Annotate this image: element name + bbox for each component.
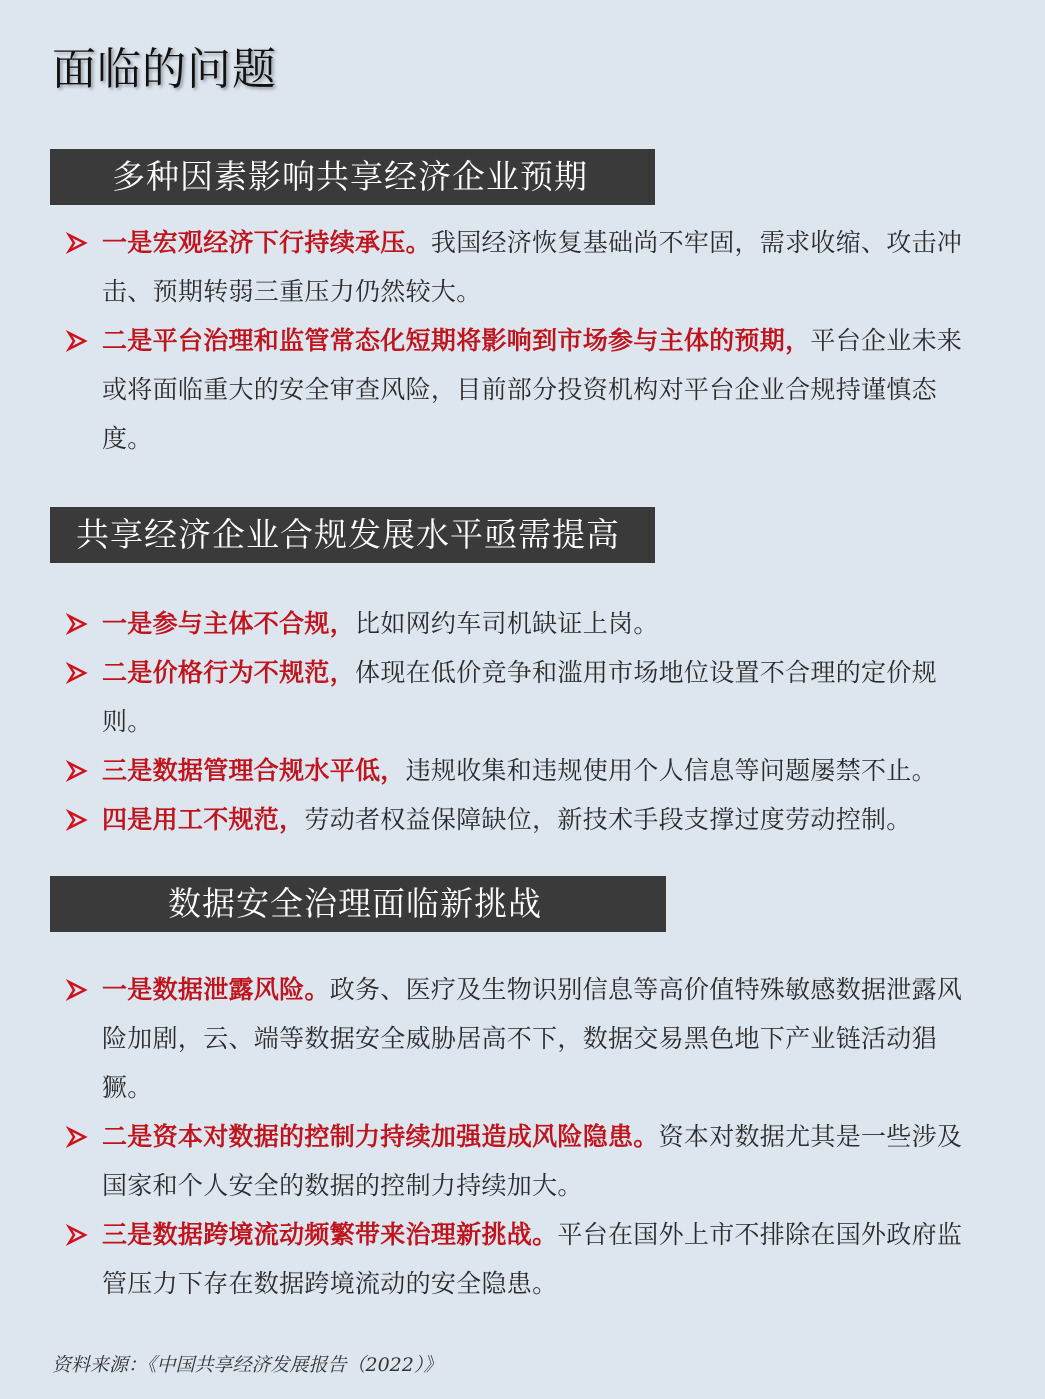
list-item — [0, 648, 970, 746]
arrow-bullet-icon — [66, 1224, 88, 1246]
section-heading: 多种因素影响共享经济企业预期 — [50, 149, 655, 205]
item-lead: 二是资本对数据的控制力持续加强造成风险隐患。 — [102, 1122, 659, 1151]
item-lead: 一是数据泄露风险。 — [102, 975, 330, 1004]
arrow-bullet-icon — [66, 662, 88, 684]
item-lead: 四是用工不规范， — [102, 805, 305, 834]
item-lead: 三是数据跨境流动频繁带来治理新挑战。 — [102, 1220, 558, 1249]
source-citation: 资料来源：《中国共享经济发展报告（2022）》 — [52, 1354, 443, 1376]
arrow-bullet-icon — [66, 809, 88, 831]
list-item — [0, 795, 970, 844]
arrow-bullet-icon — [66, 1126, 88, 1148]
item-text: 平台在国外上市不排除在国外政府监管压力下存在数据跨境流动的安全隐患。 — [102, 1220, 963, 1298]
item-lead: 三是数据管理合规水平低， — [102, 756, 406, 785]
list-item — [0, 746, 1002, 795]
arrow-bullet-icon — [66, 613, 88, 635]
item-list — [0, 599, 1002, 844]
arrow-bullet-icon — [66, 232, 88, 254]
list-item — [0, 599, 970, 648]
list-item — [0, 316, 970, 463]
item-text: 资本对数据尤其是一些涉及国家和个人安全的数据的控制力持续加大。 — [102, 1122, 963, 1200]
item-lead: 二是平台治理和监管常态化短期将影响到市场参与主体的预期， — [102, 326, 811, 355]
arrow-bullet-icon — [66, 330, 88, 352]
arrow-bullet-icon — [66, 979, 88, 1001]
section-heading: 共享经济企业合规发展水平亟需提高 — [50, 507, 655, 563]
arrow-bullet-icon — [66, 760, 88, 782]
section-heading: 数据安全治理面临新挑战 — [50, 876, 666, 932]
item-lead: 一是宏观经济下行持续承压。 — [102, 228, 431, 257]
list-item — [0, 1210, 970, 1308]
item-text: 政务、医疗及生物识别信息等高价值特殊敏感数据泄露风险加剧，云、端等数据安全威胁居高不下，数据交易黑色地下产业链活动猖獗。 — [102, 975, 963, 1102]
item-text: 劳动者权益保障缺位，新技术手段支撑过度劳动控制。 — [304, 805, 912, 834]
item-lead: 二是价格行为不规范， — [102, 658, 356, 687]
item-text: 平台企业未来或将面临重大的安全审查风险，目前部分投资机构对平台企业合规持谨慎态度。 — [102, 326, 963, 453]
item-list — [0, 218, 970, 463]
item-text: 比如网约车司机缺证上岗。 — [355, 609, 659, 638]
page-title: 面临的问题 — [52, 44, 277, 95]
list-item — [0, 965, 970, 1112]
item-list — [0, 965, 970, 1308]
item-lead: 一是参与主体不合规， — [102, 609, 356, 638]
list-item — [0, 218, 970, 316]
item-text: 违规收集和违规使用个人信息等问题屡禁不止。 — [405, 756, 937, 785]
list-item — [0, 1112, 970, 1210]
item-text: 体现在低价竞争和滥用市场地位设置不合理的定价规则。 — [102, 658, 937, 736]
item-text: 我国经济恢复基础尚不牢固，需求收缩、攻击冲击、预期转弱三重压力仍然较大。 — [102, 228, 963, 306]
